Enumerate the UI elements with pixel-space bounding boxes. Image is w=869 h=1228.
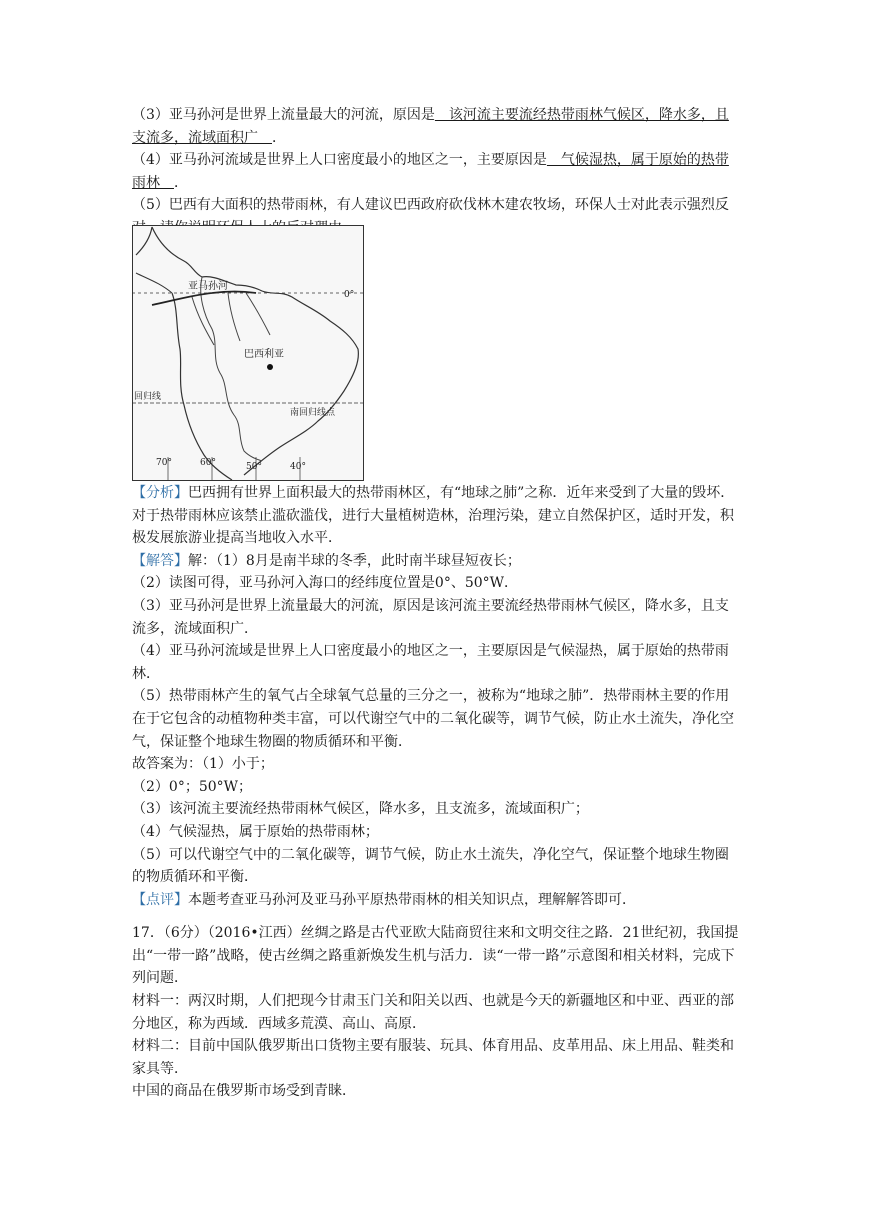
analysis (132, 482, 740, 550)
solution-line-5: （5）热带雨林产生的氧气占全球氧气总量的三分之一，被称为“地球之肺”．热带雨林主要的作用在于它包含的动植物种类丰富，可以代谢空气中的二氧化碳等，调节气候，防止水土流失，净化空气，保证整个地球生物圈的物质循环和平衡． (132, 688, 734, 750)
q4-suffix: ． (174, 174, 188, 191)
solution-line-1 (132, 550, 740, 573)
q4-prefix: （4）亚马孙河流域是世界上人口密度最小的地区之一，主要原因是 (132, 152, 547, 169)
analysis-answer-block (132, 482, 740, 1103)
lon-label-50: 50° (246, 462, 262, 472)
lon-label-40: 40° (290, 462, 306, 472)
solution-tag: 【解答】 (132, 552, 188, 569)
lon-label-60: 60° (200, 458, 216, 468)
comment (132, 889, 740, 912)
answer-line-5: （5）可以代谢空气中的二氧化碳等，调节气候，防止水土流失，净化空气，保证整个地球生物圈的物质循环和平衡． (132, 846, 729, 886)
solution-text-1: 解：（1）8月是南半球的冬季，此时南半球昼短夜长； (188, 552, 521, 569)
q3-suffix: ． (272, 129, 286, 146)
equator-label: 0° (344, 290, 355, 300)
question-17-material-1: 材料一：两汉时期，人们把现今甘肃玉门关和阳关以西、也就是今天的新疆地区和中亚、西亚的部分地区，称为西域．西域多荒漠、高山、高原． (132, 993, 734, 1032)
answer-line-3: （3）该河流主要流经热带雨林气候区，降水多，且支流多，流域面积广； (132, 801, 589, 818)
question-5: （5）巴西有大面积的热带雨林，有人建议巴西政府砍伐林木建农牧场，环保人士对此表示强烈反 (132, 197, 729, 214)
meridian-label: 回归线 (134, 392, 162, 402)
answer-intro: 故答案为：（1）小于； (132, 756, 274, 773)
analysis-tag: 【分析】 (132, 485, 188, 501)
tropic-label: 南回归线点 (290, 408, 336, 418)
answer-line-2: （2）0°；50°W； (132, 778, 253, 795)
section-gap (132, 911, 740, 922)
question-3 (132, 104, 740, 149)
brasilia-dot (267, 364, 273, 370)
answer-line-4: （4）气候湿热，属于原始的热带雨林； (132, 823, 379, 840)
analysis-text: 巴西拥有世界上面积最大的热带雨林区，有“地球之肺”之称．近年来受到了大量的毁坏．对于热带雨林应该禁止滥砍滥伐，进行大量植树造林，治理污染，建立自然保护区，适时开发，积极发展旅游业提高当地收入水平． (132, 485, 735, 547)
solution-line-3: （3）亚马孙河是世界上流量最大的河流，原因是该河流主要流经热带雨林气候区，降水多，且支流多，流域面积广． (132, 597, 729, 637)
q4-answer: 气候湿热，属于原始的热带雨林 (132, 152, 729, 191)
comment-tag: 【点评】 (132, 891, 188, 908)
question-4 (132, 149, 740, 194)
lon-label-70: 70° (156, 458, 172, 468)
brasilia-label: 巴西利亚 (244, 349, 284, 360)
comment-text: 本题考查亚马孙河及亚马孙平原热带雨林的相关知识点，理解解答即可． (188, 891, 636, 908)
question-17-closing: 中国的商品在俄罗斯市场受到青睐． (132, 1083, 356, 1100)
south-america-map (132, 225, 364, 481)
q3-prefix: （3）亚马孙河是世界上流量最大的河流，原因是 (132, 107, 435, 123)
question-3-5-block (132, 104, 740, 240)
question-17-header: 17．（6分）（2016•江西）丝绸之路是古代亚欧大陆商贸往来和文明交往之路．21世纪初，我国提出“一带一路”战略，使古丝绸之路重新焕发生机与活力．读“一带一路”示意图和相关材料，完成下列问题． (132, 925, 739, 987)
solution-line-2: （2）读图可得，亚马孙河入海口的经纬度位置是0°、50°W． (132, 575, 519, 592)
solution-line-4: （4）亚马孙河流域是世界上人口密度最小的地区之一，主要原因是气候湿热，属于原始的热带雨林． (132, 643, 729, 682)
q3-answer: 该河流主要流经热带雨林气候区，降水多，且支流多，流域面积广 (132, 107, 729, 146)
amazon-label: 亚马孙河 (188, 281, 228, 292)
question-17-material-2: 材料二：目前中国队俄罗斯出口货物主要有服装、玩具、体育用品、皮革用品、床上用品、鞋类和家具等． (132, 1038, 734, 1077)
